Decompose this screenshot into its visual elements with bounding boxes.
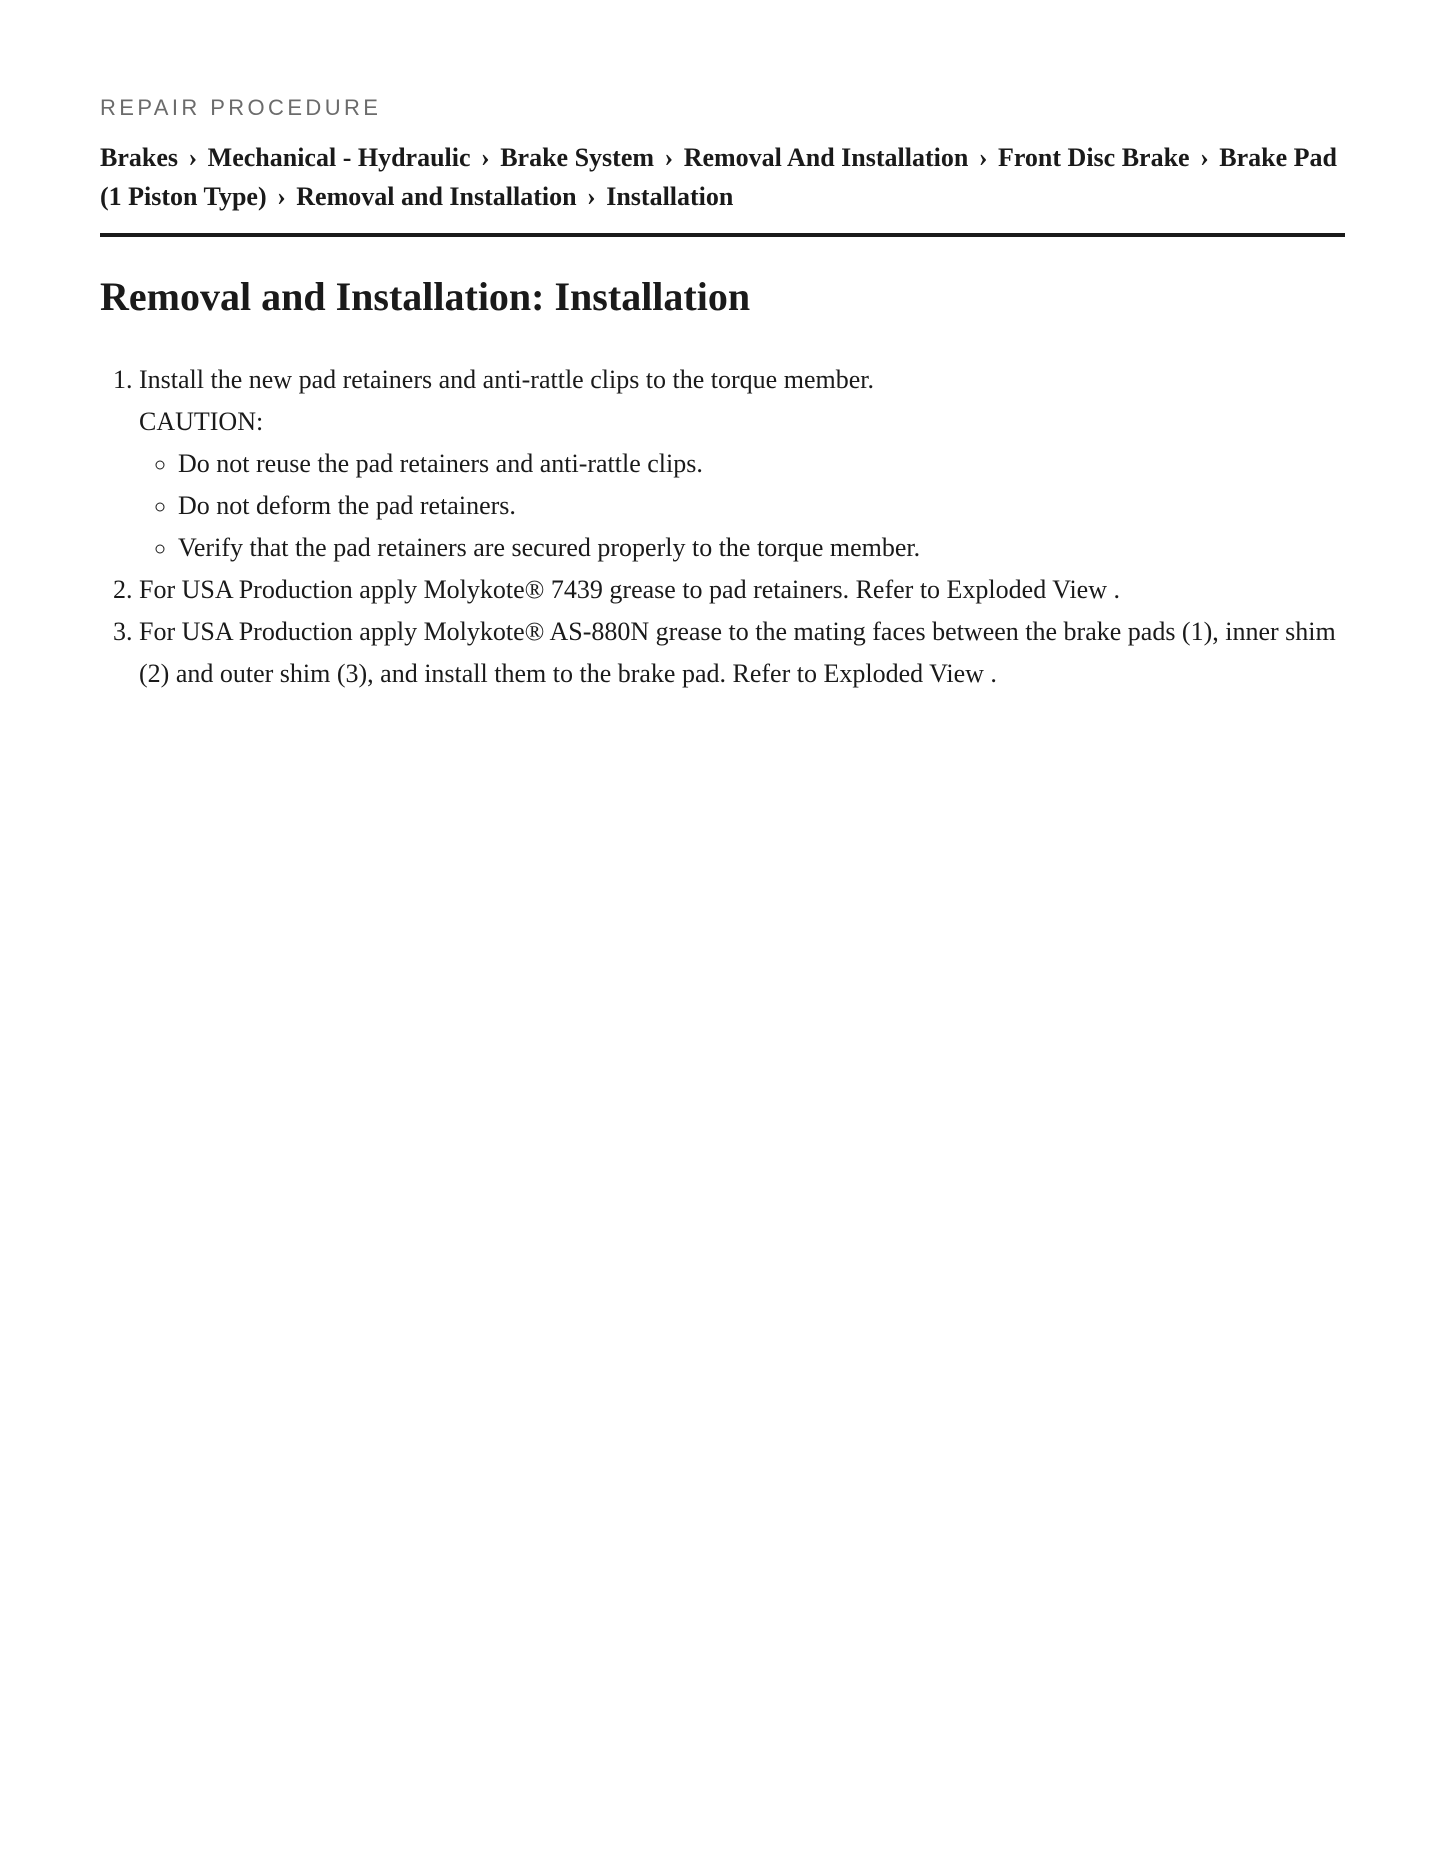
caution-item: ◦ Verify that the pad retainers are secured properly to the torque member. [178, 527, 1345, 569]
breadcrumb-separator: › [481, 143, 490, 172]
procedure-step [139, 611, 1345, 695]
step-text: Install the new pad retainers and anti-rattle clips to the torque member. [139, 365, 874, 394]
breadcrumb-item[interactable]: Removal and Installation [296, 182, 577, 211]
caution-label: CAUTION: [139, 407, 264, 436]
breadcrumb-item-current: Installation [606, 182, 734, 211]
page-title: Removal and Installation: Installation [100, 274, 751, 319]
breadcrumb-separator: › [1200, 143, 1209, 172]
caution-list [139, 443, 1345, 569]
breadcrumb-separator: › [664, 143, 674, 172]
section-kicker: REPAIR PROCEDURE [100, 95, 382, 120]
step-text: For USA Production apply Molykote® AS-880N grease to the mating faces between the brake pads (1), inner shim (2) and outer shim (3), and install them to the brake pad. Refer to Exploded View . [139, 617, 1336, 688]
breadcrumb-item[interactable]: Mechanical - Hydraulic [207, 143, 471, 172]
breadcrumb-item[interactable]: Brake Pad (1 Piston Type) [100, 143, 1338, 211]
breadcrumb-separator: › [587, 182, 596, 211]
breadcrumb-separator: › [978, 143, 988, 172]
breadcrumb-item[interactable]: Brakes [100, 143, 178, 172]
procedure-steps [100, 359, 1345, 695]
breadcrumb-item[interactable]: Brake System [500, 143, 655, 172]
breadcrumb-separator: › [188, 143, 198, 172]
caution-item: ◦ Do not reuse the pad retainers and anti-rattle clips. [178, 443, 1345, 485]
procedure-step [139, 359, 1345, 569]
breadcrumb-item[interactable]: Removal And Installation [683, 143, 969, 172]
breadcrumb-item[interactable]: Front Disc Brake [997, 143, 1190, 172]
breadcrumb [100, 138, 1345, 237]
breadcrumb-separator: › [277, 182, 286, 211]
caution-item: ◦ Do not deform the pad retainers. [178, 485, 1345, 527]
step-text: For USA Production apply Molykote® 7439 grease to pad retainers. Refer to Exploded View . [139, 575, 1120, 604]
procedure-step [139, 569, 1345, 611]
